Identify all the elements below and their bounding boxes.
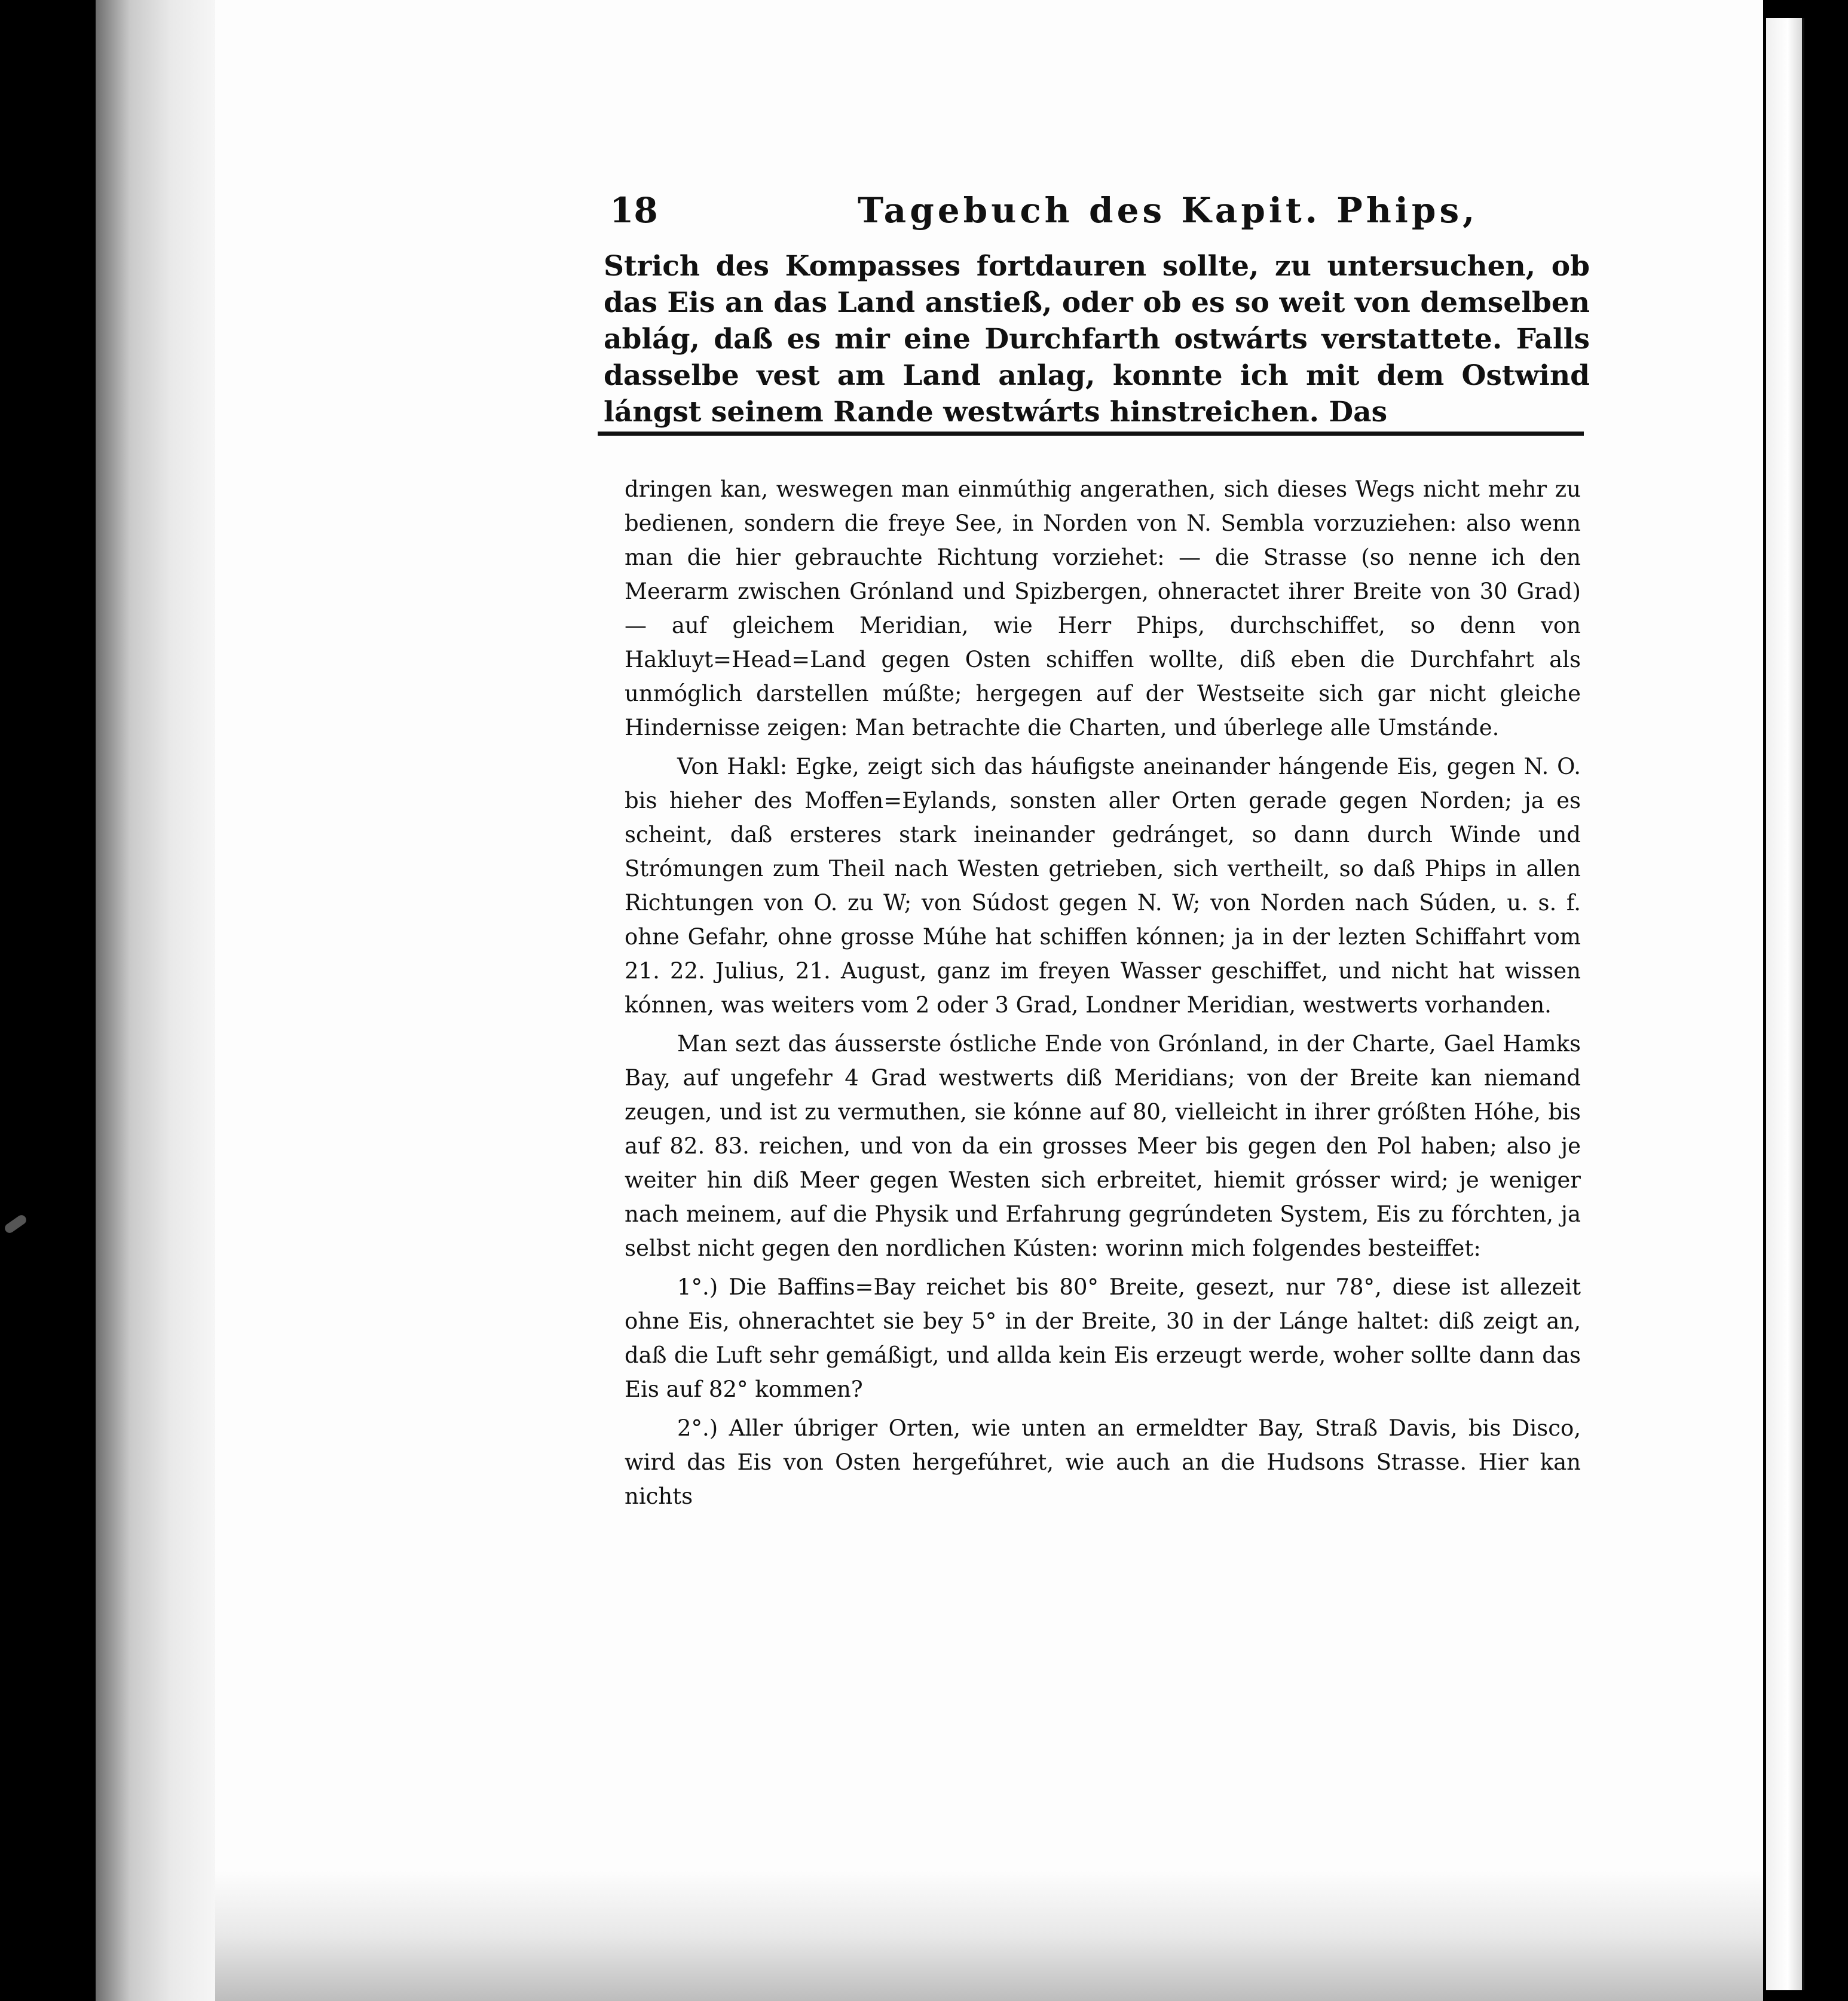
page-header bbox=[610, 190, 1590, 244]
main-text-paragraph: Strich des Kompasses fortdauren sollte, zu untersuchen, ob das Eis an das Land anstieß, oder ob es so weit von demselben ablág, daß es mir eine Durchfarth ostwárts verstattete. Falls dasselbe vest am Land anlag, konnte ich mit dem Ostwind lángst seinem Rande westwárts hinstreichen. Das bbox=[604, 250, 1590, 429]
commentary-block bbox=[625, 472, 1581, 1518]
commentary-paragraph: 1°.) Die Baffins=Bay reichet bis 80° Breite, gesezt, nur 78°, diese ist allezeit ohne Eis, ohnerachtet sie bey 5° in der Breite, 30 in der Lánge haltet: diß zeigt an, daß die Luft sehr gemáßigt, und allda kein Eis erzeugt werde, woher sollte dann das Eis auf 82° kommen? bbox=[625, 1274, 1581, 1402]
running-title: Tagebuch des Kapit. Phips, bbox=[858, 190, 1479, 231]
page-number: 18 bbox=[610, 190, 658, 231]
commentary-paragraph: Von Hakl: Egke, zeigt sich das háufigste aneinander hángende Eis, gegen N. O. bis hieher des Moffen=Eylands, sonsten aller Orten gerade gegen Norden; ja es scheint, daß ersteres stark ineinander gedránget, so dann durch Winde und Strómungen zum Theil nach Westen getrieben, sich vertheilt, so daß Phips in allen Richtungen von O. zu W; von Súdost gegen N. W; von Norden nach Súden, u. s. f. ohne Gefahr, ohne grosse Múhe hat schiffen kónnen; ja in der lezten Schiffahrt vom 21. 22. Julius, 21. August, ganz im freyen Wasser geschiffet, und nicht hat wissen kónnen, was weiters vom 2 oder 3 Grad, Londner Meridian, westwerts vorhanden. bbox=[625, 754, 1581, 1018]
commentary-paragraph: dringen kan, weswegen man einmúthig angerathen, sich dieses Wegs nicht mehr zu bedienen, sondern die freye See, in Norden von N. Sembla vorzuziehen: also wenn man die hier gebrauchte Richtung vorziehet: — die Strasse (so nenne ich den Meerarm zwischen Grónland und Spizbergen, ohneractet ihrer Breite von 30 Grad) — auf gleichem Meridian, wie Herr Phips, durchschiffet, so denn von Hakluyt=Head=Land gegen Osten schiffen wollte, diß eben die Durchfahrt als unmóglich darstellen múßte; hergegen auf der Westseite sich gar nicht gleiche Hindernisse zeigen: Man betrachte die Charten, und úberlege alle Umstánde. bbox=[625, 476, 1581, 741]
commentary-paragraph: 2°.) Aller úbriger Orten, wie unten an ermeldter Bay, Straß Davis, bis Disco, wird das Eis von Osten hergefúhret, wie auch an die Hudsons Strasse. Hier kan nichts bbox=[625, 1415, 1581, 1509]
page-gutter-shadow bbox=[96, 0, 233, 2001]
separator-rule bbox=[598, 432, 1584, 436]
next-page-edge bbox=[1766, 18, 1804, 1990]
page-bottom-shadow bbox=[215, 1871, 1763, 2001]
commentary-paragraph: Man sezt das áusserste óstliche Ende von Grónland, in der Charte, Gael Hamks Bay, auf ungefehr 4 Grad westwerts diß Meridians; von der Breite kan niemand zeugen, und ist zu vermuthen, sie kónne auf 80, vielleicht in ihrer gróßten Hóhe, bis auf 82. 83. reichen, und von da ein grosses Meer bis gegen den Pol haben; also je weiter hin diß Meer gegen Westen sich erbreitet, hiemit grósser wird; je weniger nach meinem, auf die Physik und Erfahrung gegrúndeten System, Eis zu fórchten, ja selbst nicht gegen den nordlichen Kústen: worinn mich folgendes besteiffet: bbox=[625, 1031, 1581, 1261]
main-text-block bbox=[604, 248, 1590, 430]
